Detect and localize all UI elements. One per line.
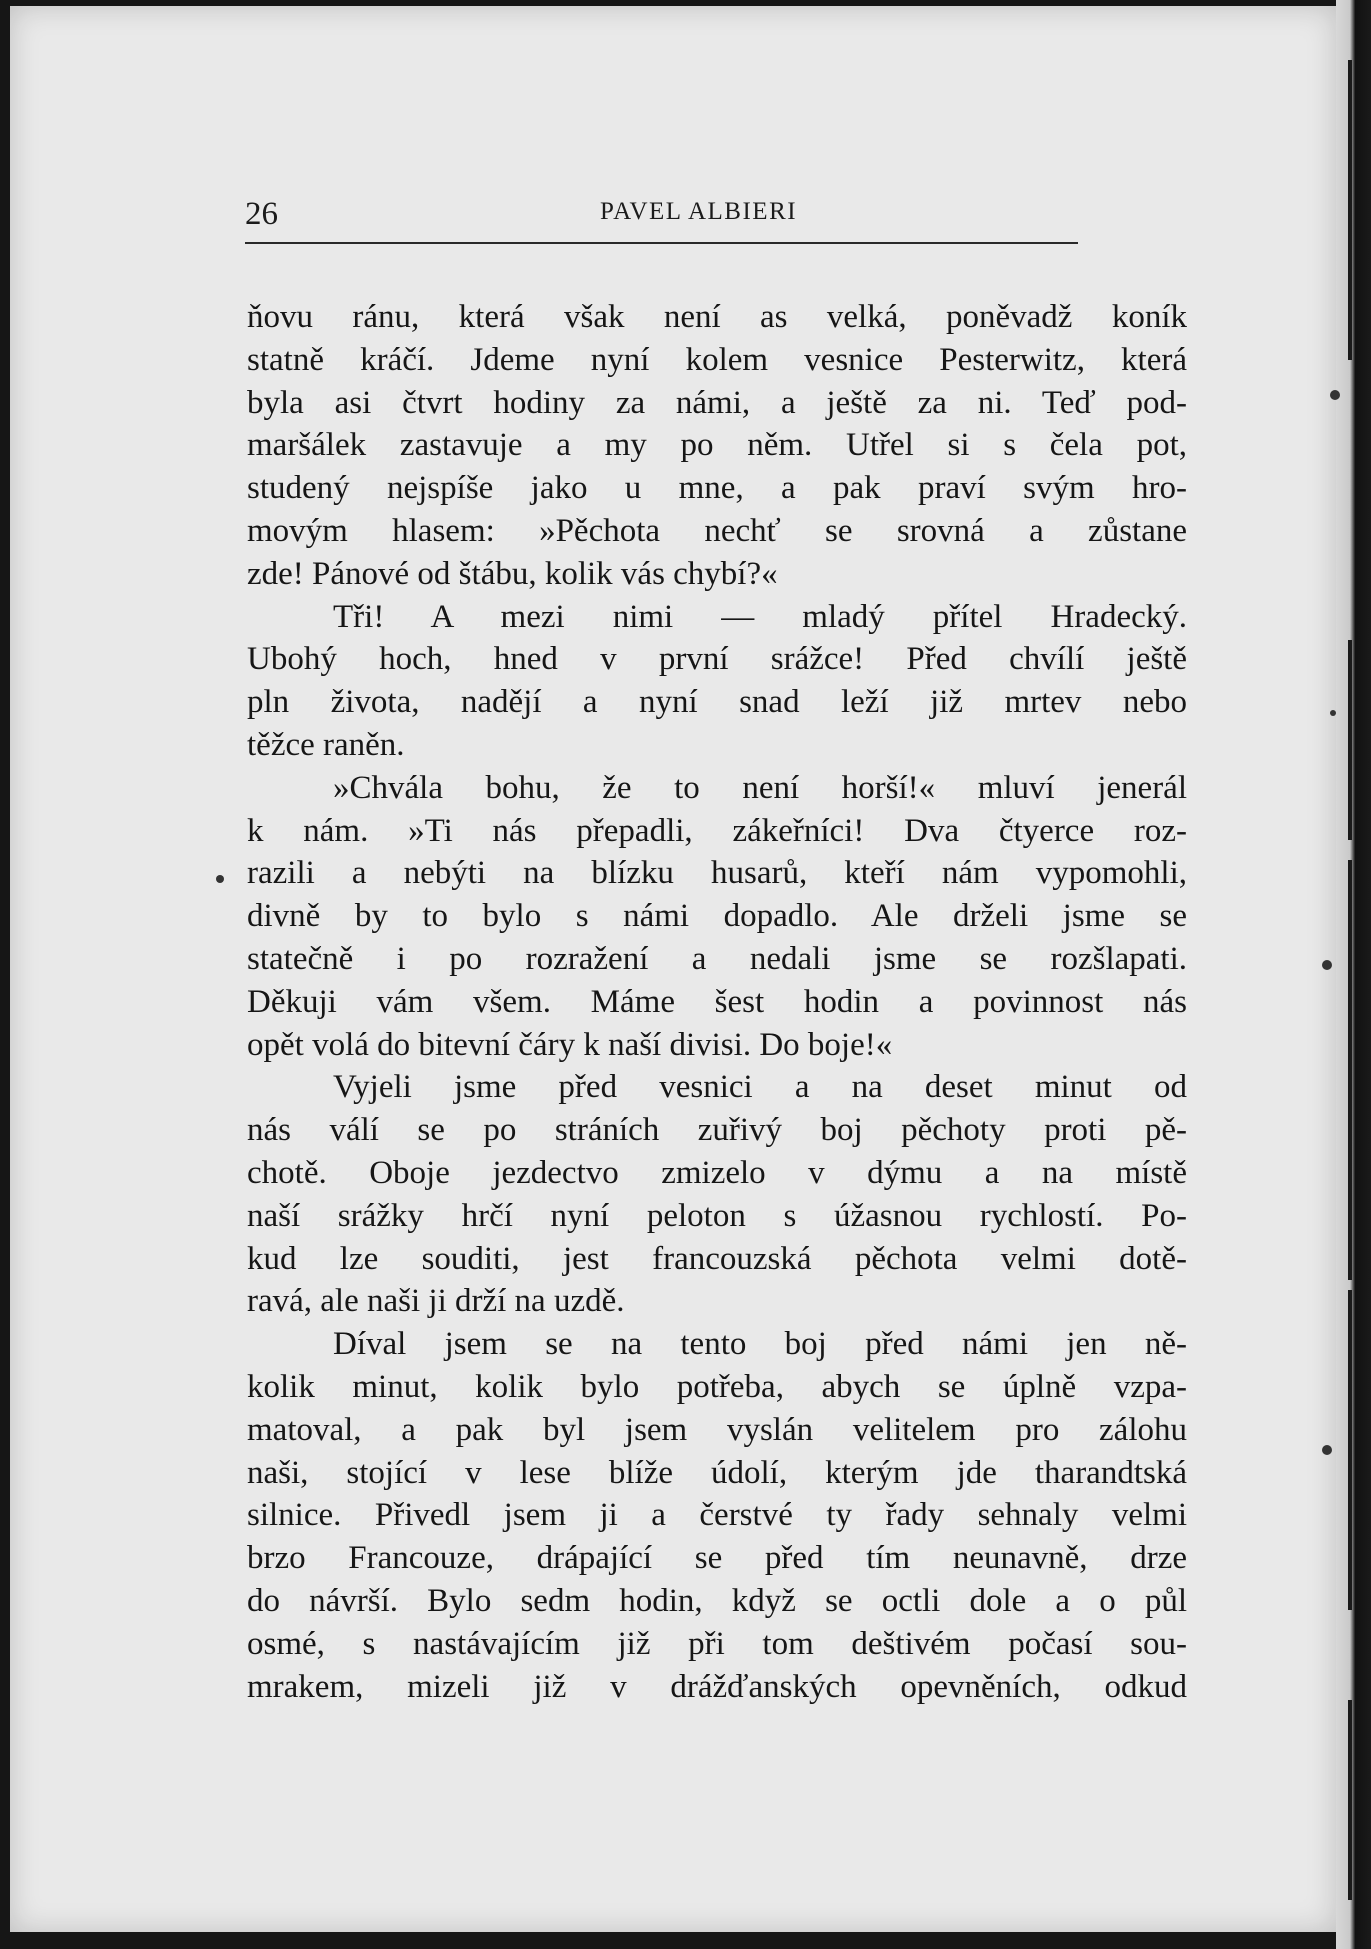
header-rule: [245, 242, 1078, 244]
binding-mark: [1348, 1700, 1352, 1900]
binding-mark: [1348, 60, 1352, 360]
text-line: Vyjeli jsme před vesnici a na deset minut od: [333, 1069, 1187, 1106]
text-line: mrakem, mizeli již v drážďanských opevněních, odkud: [247, 1668, 1187, 1705]
binding-mark: [1348, 860, 1352, 1280]
text-line: movým hlasem: »Pěchota nechť se srovná a zůstane: [247, 512, 1187, 549]
print-speck: [1330, 390, 1340, 400]
text-line: ravá, ale naši ji drží na uzdě.: [247, 1283, 625, 1320]
text-line: byla asi čtvrt hodiny za námi, a ještě za ni. Teď pod-: [247, 384, 1187, 421]
text-line: brzo Francouze, drápající se před tím neunavně, drze: [247, 1540, 1187, 1577]
print-speck: [1322, 960, 1332, 970]
text-line: pln života, nadějí a nyní snad leží již mrtev nebo: [247, 684, 1187, 721]
body-text: [247, 296, 1187, 1708]
text-line: zde! Pánové od štábu, kolik vás chybí?«: [247, 555, 778, 592]
text-line: Tři! A mezi nimi — mladý přítel Hradecký.: [333, 598, 1187, 635]
text-line: chotě. Oboje jezdectvo zmizelo v dýmu a na místě: [247, 1154, 1187, 1191]
text-line: matoval, a pak byl jsem vyslán velitelem pro zálohu: [247, 1411, 1187, 1448]
text-line: opět volá do bitevní čáry k naší divisi. Do boje!«: [247, 1026, 893, 1063]
text-line: osmé, s nastávajícím již při tom deštivém počasí sou-: [247, 1625, 1187, 1662]
text-line: ňovu ránu, která však není as velká, poněvadž koník: [247, 299, 1187, 335]
text-line: studený nejspíše jako u mne, a pak praví svým hro-: [247, 470, 1187, 507]
print-speck: [1322, 1445, 1332, 1455]
print-speck: [1330, 710, 1336, 716]
text-line: divně by to bylo s námi dopadlo. Ale drželi jsme se: [247, 898, 1187, 935]
text-line: silnice. Přivedl jsem ji a čerstvé ty řady sehnaly velmi: [247, 1497, 1187, 1534]
text-line: statně kráčí. Jdeme nyní kolem vesnice Pesterwitz, která: [247, 341, 1187, 378]
page-binding-edge: [1336, 0, 1371, 1949]
print-speck: [216, 875, 224, 883]
text-line: naší srážky hrčí nyní peloton s úžasnou rychlostí. Po-: [247, 1197, 1187, 1234]
text-line: kud lze souditi, jest francouzská pěchota velmi dotě-: [247, 1240, 1187, 1277]
text-line: Díval jsem se na tento boj před námi jen ně-: [333, 1326, 1187, 1363]
text-line: razili a nebýti na blízku husarů, kteří nám vypomohli,: [247, 855, 1187, 892]
running-head: PAVEL ALBIERI: [600, 198, 798, 225]
page-header: [245, 196, 1195, 234]
binding-mark: [1348, 640, 1352, 840]
text-line: těžce raněn.: [247, 726, 405, 763]
text-line: Ubohý hoch, hned v první srážce! Před chvílí ještě: [247, 641, 1187, 678]
binding-mark: [1348, 1290, 1352, 1610]
text-line: »Chvála bohu, že to není horší!« mluví jenerál: [333, 769, 1187, 806]
text-line: maršálek zastavuje a my po něm. Utřel si s čela pot,: [247, 427, 1187, 464]
page-number: 26: [245, 196, 278, 232]
text-line: statečně i po rozražení a nedali jsme se rozšlapati.: [247, 940, 1187, 977]
text-line: kolik minut, kolik bylo potřeba, abych se úplně vzpa-: [247, 1368, 1187, 1405]
text-line: k nám. »Ti nás přepadli, zákeřníci! Dva čtyerce roz-: [247, 812, 1187, 849]
text-line: nás válí se po stráních zuřivý boj pěchoty proti pě-: [247, 1112, 1187, 1149]
text-line: naši, stojící v lese blíže údolí, kterým jde tharandtská: [247, 1454, 1187, 1491]
text-line: do návrší. Bylo sedm hodin, když se octli dole a o půl: [247, 1582, 1187, 1619]
text-line: Děkuji vám všem. Máme šest hodin a povinnost nás: [247, 983, 1187, 1020]
